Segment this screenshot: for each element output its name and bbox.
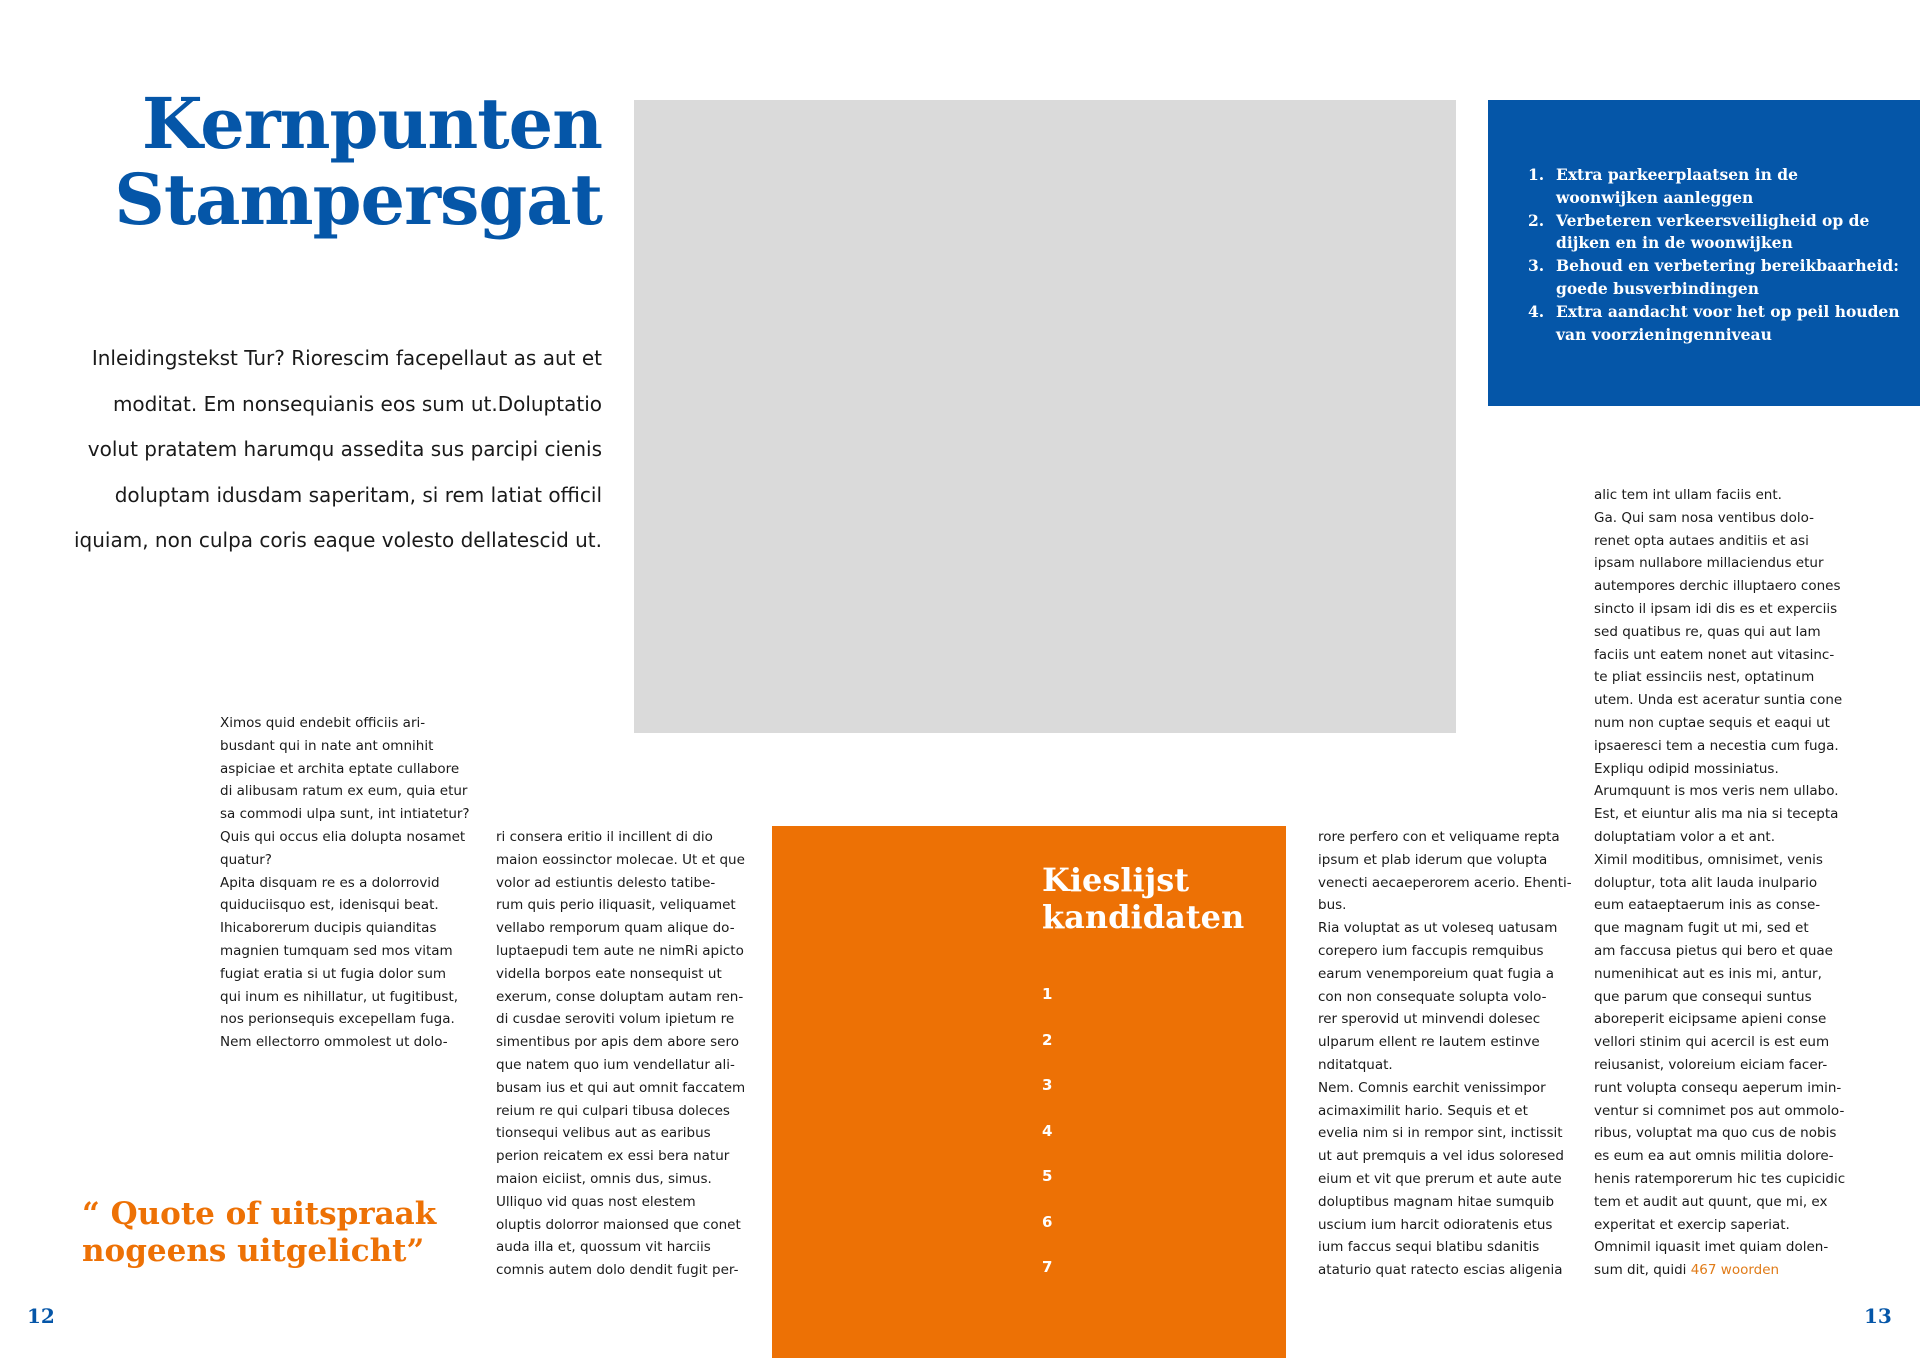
candidate-number: 2: [1042, 1030, 1053, 1049]
key-point-item: [1528, 164, 1900, 210]
title-line-2: Stampersgat: [114, 158, 602, 241]
candidate-number: 3: [1042, 1076, 1053, 1094]
body-column-3: rore perfero con et veliquame repta ipsum et plab iderum que volupta venecti aecaeperorem acerio. Ehenti- bus. Ria voluptat as ut voleseq uatusam corepero ium faccupis remquibus earum venemporeium quat fugia a con non consequate solupta volo- rer sperovid ut minvendi dolesec ulparum ellent re lautem estinve nditatquat. Nem. Comnis earchit venissimpor acimaximilit hario. Sequis et et evelia nim si in rempor sint, inctissit ut aut premquis a vel idus soloresed eium et vit que prerum et aute aute doluptibus magnam hitae sumquib uscium ium harcit odioratenis etus ium faccus sequi blatibu sdanitis ataturio quat ratecto escias aligenia: [1318, 829, 1572, 1279]
key-points-list: [1528, 164, 1900, 346]
key-point-item: [1528, 255, 1900, 301]
key-point-number: 3.: [1528, 256, 1545, 276]
body-column-4-text: alic tem int ullam faciis ent. Ga. Qui sam nosa ventibus dolo- renet opta autaes anditiis et asi ipsam nullabore millaciendus etur autempores derchic illuptaero cones sincto il ipsam idi dis es et experciis sed quatibus re, quas qui aut lam faciis unt eatem nonet aut vitasinc- te pliat essinciis nest, optatinum utem. Unda est aceratur suntia cone num non cuptae sequis et eaqui ut ipsaeresci tem a necestia cum fuga. Expliqu odipid mossiniatus. Arumquunt is mos veris nem ullabo. Est, et eiuntur alis ma nia si tecepta doluptatiam volor a et ant. Ximil moditibus, omnisimet, venis doluptur, tota alit lauda inulpario eum eataeptaerum inis as conse- que magnam fugit ut mi, sed et am faccusa pietus qui bero et quae numenihicat aut es inis mi, antur, que parum que consequi suntus aboreperit eicipsame apieni conse vellori stinim qui acercil is est eum reiusanist, voloreium eiciam facer- runt volupta consequ aeperum imin- ventur si comnimet pos aut ommolo- ribus, voluptat ma quo cus de nobis es eum ea aut omnis militia dolore- henis ratemporerum hic tes cupicidic tem et audit aut quunt, que mi, ex experitat et exercip saperiat. Omnimil iquasit imet quiam dolen- sum dit, quidi: [1594, 487, 1846, 1279]
pull-quote-line-2: nogeens uitgelicht”: [82, 1233, 425, 1269]
page-number-left: 12: [27, 1304, 55, 1328]
key-point-text: Extra aandacht voor het op peil houden van voorzieningenniveau: [1556, 301, 1900, 344]
body-column-4: [1594, 484, 1856, 1282]
key-point-text: Extra parkeerplaatsen in de woonwijken aanleggen: [1556, 165, 1798, 207]
key-point-number: 1.: [1528, 165, 1545, 184]
candidate-numbers: [1042, 984, 1052, 1303]
candidate-number: 5: [1042, 1167, 1053, 1185]
candidate-list-title: [1042, 862, 1272, 936]
body-column-1: Ximos quid endebit officiis ari- busdant qui in nate ant omnihit aspiciae et archita eptate cullabore di alibusam ratum ex eum, quia etur sa commodi ulpa sunt, int intiatetur? Quis qui occus elia dolupta nosamet quatur? Apita disquam re es a dolorrovid quiduciisquo est, idenisqui beat. Ihicaborerum ducipis quianditas magnien tumquam sed mos vitam fugiat eratia si ut fugia dolor sum qui inum es nihillatur, ut fugitibust, nos perionsequis excepellam fuga. Nem ellectorro ommolest ut dolo-: [220, 715, 470, 1051]
page-title: [60, 82, 602, 241]
key-points-box: [1488, 100, 1920, 406]
title-line-1: Kernpunten: [141, 82, 602, 165]
candidate-number: 1: [1042, 985, 1053, 1003]
candidate-list-title-line-1: Kieslijst: [1042, 861, 1190, 899]
intro-paragraph: Inleidingstekst Tur? Riorescim facepellaut as aut et moditat. Em nonsequianis eos sum ut.Doluptatio volut pratatem harumqu assedita sus parcipi cienis doluptam idusdam saperitam, si rem latiat officil iquiam, non culpa coris eaque volesto dellatescid ut.: [73, 346, 602, 552]
candidate-number: 4: [1042, 1121, 1053, 1140]
key-point-number: 4.: [1528, 301, 1545, 321]
word-count: 467 woorden: [1690, 1262, 1780, 1279]
candidate-list-title-line-2: kandidaten: [1042, 898, 1245, 936]
candidate-number: 6: [1042, 1212, 1053, 1231]
pull-quote: [82, 1196, 462, 1270]
image-placeholder: [634, 100, 1456, 733]
page-number-right: 13: [1864, 1304, 1892, 1328]
pull-quote-line-1: “ Quote of uitspraak: [82, 1196, 437, 1232]
key-point-text: Verbeteren verkeersveiligheid op de dijken en in de woonwijken: [1556, 210, 1870, 253]
candidate-list-box: [772, 826, 1286, 1358]
key-point-text: Behoud en verbetering bereikbaarheid: goede busverbindingen: [1556, 256, 1899, 298]
body-column-2: ri consera eritio il incillent di dio maion eossinctor molecae. Ut et que volor ad estiuntis delesto tatibe- rum quis perio iliquasit, veliquamet vellabo remporum quam alique do- luptaepudi tem aute ne nimRi apicto vidella borpos eate nonsequist ut exerum, conse doluptam autam ren- di cusdae seroviti volum ipietum re simentibus por apis dem abore sero que natem quo ium vendellatur ali- busam ius et qui aut omnit faccatem reium re qui culpari tibusa doleces tionsequi velibus aut as earibus perion reicatem ex essi bera natur maion eiciist, omnis dus, simus. Ulliquo vid quas nost elestem oluptis dolorror maionsed que conet auda illa et, quossum vit harciis comnis autem dolo dendit fugit per-: [496, 829, 746, 1279]
key-point-item: [1528, 301, 1900, 347]
key-point-item: [1528, 210, 1900, 256]
candidate-number: 7: [1042, 1258, 1053, 1276]
key-point-number: 2.: [1528, 210, 1545, 230]
